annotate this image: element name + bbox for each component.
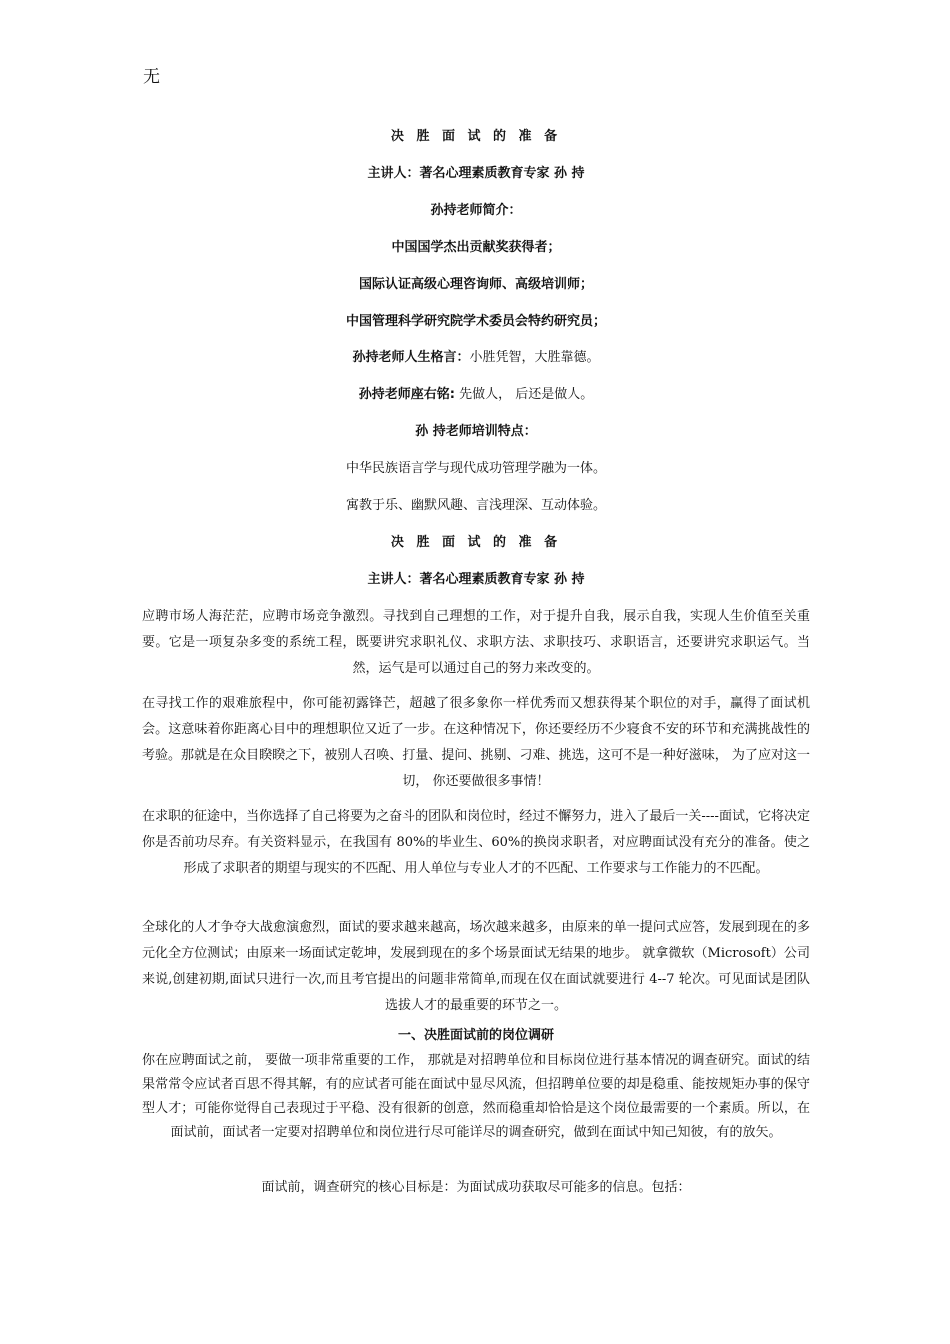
motto-label: 孙持老师人生格言：: [352, 350, 470, 365]
desk-motto-line: [142, 385, 810, 405]
body-paragraph-4: 全球化的人才争夺大战愈演愈烈，面试的要求越来越高，场次越来越多，由原来的单一提问式应答，发展到现在的多元化全方位测试；由原来一场面试定乾坤，发展到现在的多个场景面试无结果的地步。 就拿微软（Microsoft）公司来说,创建初期,面试只进行一次,而且考官提出的问题非常简单,而现在仅在面试就要进行 4--7 轮次。可见面试是团队选拔人才的最重要的环节之一。: [142, 920, 810, 1013]
credential-1: 中国国学杰出贡献奖获得者；: [391, 240, 561, 255]
motto-line: [142, 348, 810, 368]
document-title-repeat: 决 胜 面 试 的 准 备: [390, 535, 562, 550]
document-title: 决 胜 面 试 的 准 备: [390, 129, 562, 144]
credential-2: 国际认证高级心理咨询师、高级培训师；: [358, 277, 593, 292]
body-paragraph-2: 在寻找工作的艰难旅程中，你可能初露锋芒，超越了很多象你一样优秀而又想获得某个职位的对手，赢得了面试机会。这意味着你距离心目中的理想职位又近了一步。在这种情况下，你还要经历不少寝食不安的环节和充满挑战性的考验。那就是在众目睽睽之下，被别人召唤、打量、提问、挑剔、刁难、挑选，这可不是一种好滋味， 为了应对这一切， 你还要做很多事情！: [142, 696, 810, 789]
section-heading: 一、决胜面试前的岗位调研: [397, 1028, 554, 1043]
desk-motto-text: 先做人， 后还是做人。: [454, 387, 594, 402]
motto-text: 小胜凭智，大胜靠德。: [469, 350, 600, 365]
training-heading: 孙 持老师培训特点：: [415, 424, 537, 439]
section-last-line: 面试前，调查研究的核心目标是：为面试成功获取尽可能多的信息。包括：: [261, 1180, 691, 1195]
body-paragraph-3: 在求职的征途中，当你选择了自己将要为之奋斗的团队和岗位时，经过不懈努力，进入了最后一关----面试，它将决定你是否前功尽弃。有关资料显示，在我国有 80%的毕业生、60%的换岗求职者，对应聘面试没有充分的准备。使之形成了求职者的期望与现实的不匹配、用人单位与专业人才的不匹配、工作要求与工作能力的不匹配。: [142, 809, 810, 876]
section-paragraph: 你在应聘面试之前， 要做一项非常重要的工作， 那就是对招聘单位和目标岗位进行基本情况的调查研究。面试的结果常常令应试者百思不得其解，有的应试者可能在面试中显尽风流，但招聘单位要的却是稳重、能按规矩办事的保守型人才；可能你觉得自己表现过于平稳、没有很新的创意，然而稳重却恰恰是这个岗位最需要的一个素质。所以，在面试前，面试者一定要对招聘单位和岗位进行尽可能详尽的调查研究，做到在面试中知己知彼，有的放矢。: [142, 1053, 810, 1140]
body-paragraph-1: 应聘市场人海茫茫，应聘市场竞争激烈。寻找到自己理想的工作，对于提升自我，展示自我，实现人生价值至关重要。它是一项复杂多变的系统工程，既要讲究求职礼仪、求职方法、求职技巧、求职语言，还要讲究求职运气。当然，运气是可以通过自己的努力来改变的。: [142, 609, 810, 676]
desk-motto-label: 孙持老师座右铭:: [358, 387, 455, 402]
speaker-line-repeat: 主讲人：著名心理素质教育专家 孙 持: [367, 572, 585, 587]
speaker-line: 主讲人：著名心理素质教育专家 孙 持: [367, 166, 585, 181]
intro-heading: 孙持老师简介：: [430, 203, 522, 218]
credential-3: 中国管理科学研究院学术委员会特约研究员；: [345, 314, 606, 329]
training-point-1: 中华民族语言学与现代成功管理学融为一体。: [345, 461, 606, 476]
header-mark: 无: [143, 67, 160, 87]
training-point-2: 寓教于乐、幽默风趣、言浅理深、互动体验。: [345, 498, 606, 513]
